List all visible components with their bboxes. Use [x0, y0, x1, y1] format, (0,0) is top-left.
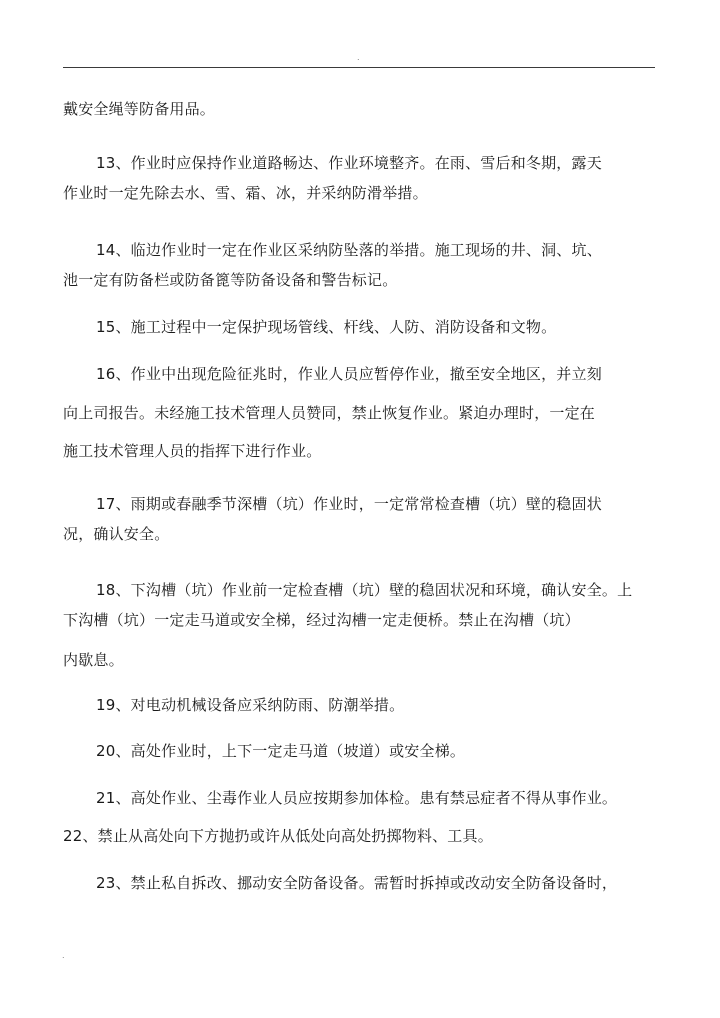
text-line: 内歇息。 — [63, 651, 124, 669]
text-line: 17、雨期或春融季节深槽（坑）作业时，一定常常检查槽（坑）壁的稳固状 — [96, 495, 602, 513]
text-line: 20、高处作业时，上下一定走马道（坡道）或安全梯。 — [96, 742, 466, 760]
text-line: 23、禁止私自拆改、挪动安全防备设备。需暂时拆掉或改动安全防备设备时， — [96, 874, 618, 892]
text-line: 22、禁止从高处向下方抛扔或许从低处向高处扔掷物料、工具。 — [63, 827, 493, 845]
text-line: 15、施工过程中一定保护现场管线、杆线、人防、消防设备和文物。 — [96, 318, 557, 336]
header-mark: . — [357, 53, 360, 62]
text-line: 19、对电动机械设备应采纳防雨、防潮举措。 — [96, 696, 405, 714]
text-line: 下沟槽（坑）一定走马道或安全梯，经过沟槽一定走便桥。禁止在沟槽（坑） — [63, 611, 580, 629]
footer-mark: . — [62, 951, 65, 960]
header-rule — [63, 67, 655, 68]
text-line: 21、高处作业、尘毒作业人员应按期参加体检。患有禁忌症者不得从事作业。 — [96, 789, 618, 807]
text-line: 作业时一定先除去水、雪、霜、冰，并采纳防滑举措。 — [63, 184, 428, 202]
text-line: 18、下沟槽（坑）作业前一定检查槽（坑）壁的稳固状况和环境，确认安全。上 — [96, 581, 633, 599]
text-line: 14、临边作业时一定在作业区采纳防坠落的举措。施工现场的井、洞、坑、 — [96, 241, 602, 259]
text-line: 戴安全绳等防备用品。 — [63, 100, 216, 118]
text-line: 16、作业中出现危险征兆时，作业人员应暂停作业，撤至安全地区，并立刻 — [96, 365, 602, 383]
text-line: 施工技术管理人员的指挥下进行作业。 — [63, 442, 322, 460]
text-line: 向上司报告。未经施工技术管理人员赞同，禁止恢复作业。紧迫办理时，一定在 — [63, 404, 596, 422]
text-line: 13、作业时应保持作业道路畅达、作业环境整齐。在雨、雪后和冬期，露天 — [96, 154, 602, 172]
text-line: 况，确认安全。 — [63, 525, 170, 543]
text-line: 池一定有防备栏或防备篦等防备设备和警告标记。 — [63, 271, 398, 289]
